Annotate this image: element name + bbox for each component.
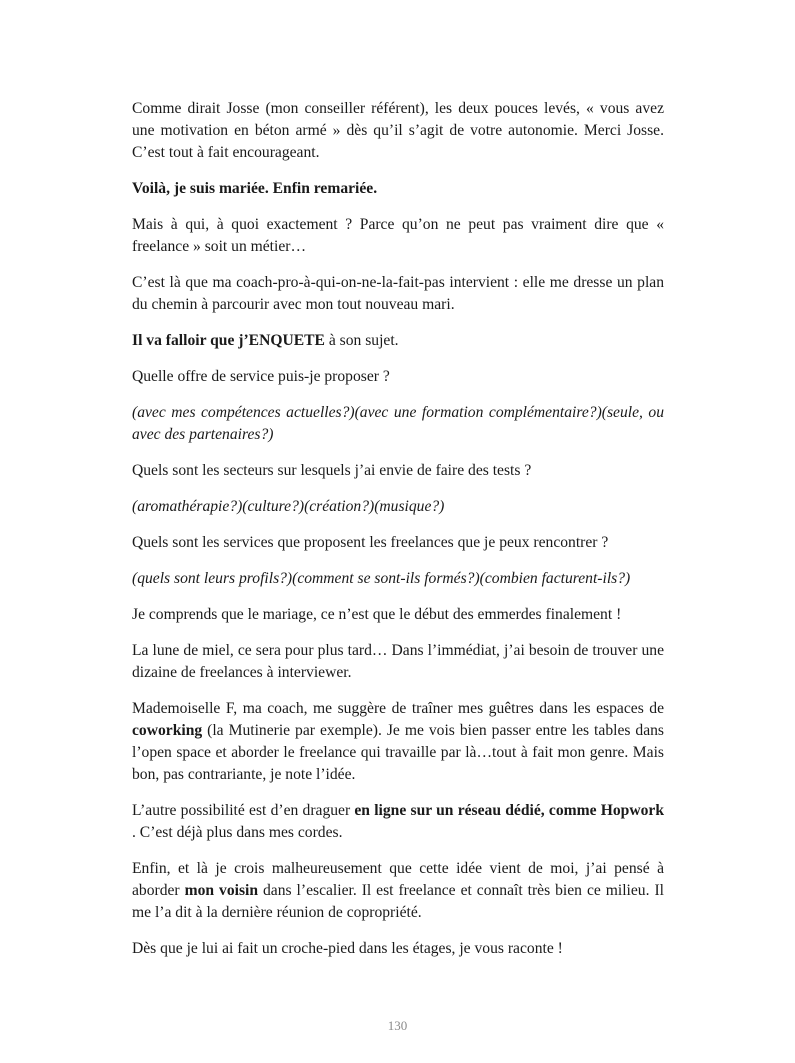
paragraph-16: Enfin, et là je crois malheureusement que cette idée vient de moi, j’ai pensé à aborder mon voisin dans l’escalier. Il est freelance et connaît très bien ce milieu. Il me l’a dit à la dernière réunion de copropriété. [132, 860, 664, 921]
paragraph-7: (avec mes compétences actuelles?)(avec une formation complémentaire?)(seule, ou avec des partenaires?) [132, 404, 664, 443]
paragraph-3: Mais à qui, à quoi exactement ? Parce qu’on ne peut pas vraiment dire que « freelance » soit un métier… [132, 216, 664, 255]
paragraph-10: Quels sont les services que proposent les freelances que je peux rencontrer ? [132, 534, 609, 551]
paragraph-4: C’est là que ma coach-pro-à-qui-on-ne-la-fait-pas intervient : elle me dresse un plan du chemin à parcourir avec mon tout nouveau mari. [132, 274, 664, 313]
paragraph-6: Quelle offre de service puis-je proposer ? [132, 368, 390, 385]
paragraph-12: Je comprends que le mariage, ce n’est que le début des emmerdes finalement ! [132, 606, 622, 623]
paragraph-2: Voilà, je suis mariée. Enfin remariée. [132, 180, 378, 197]
page-number: 130 [387, 1018, 408, 1033]
paragraph-14: Mademoiselle F, ma coach, me suggère de traîner mes guêtres dans les espaces de coworking (la Mutinerie par exemple). Je me vois bien passer entre les tables dans l’open space et aborder le freelance qui travaille par là…tout à fait mon genre. Mais bon, pas contrariante, je note l’idée. [132, 700, 664, 783]
paragraph-9: (aromathérapie?)(culture?)(création?)(musique?) [132, 498, 445, 515]
paragraph-13: La lune de miel, ce sera pour plus tard… Dans l’immédiat, j’ai besoin de trouver une dizaine de freelances à interviewer. [132, 642, 664, 681]
paragraph-8: Quels sont les secteurs sur lesquels j’ai envie de faire des tests ? [132, 462, 532, 479]
paragraph-5: Il va falloir que j’ENQUETE à son sujet. [132, 332, 399, 349]
paragraph-11: (quels sont leurs profils?)(comment se sont-ils formés?)(combien facturent-ils?) [132, 570, 631, 587]
paragraph-1: Comme dirait Josse (mon conseiller référent), les deux pouces levés, « vous avez une motivation en béton armé » dès qu’il s’agit de votre autonomie. Merci Josse. C’est tout à fait encourageant. [132, 100, 664, 161]
paragraph-17: Dès que je lui ai fait un croche-pied dans les étages, je vous raconte ! [132, 940, 563, 957]
paragraph-15: L’autre possibilité est d’en draguer en ligne sur un réseau dédié, comme Hopwork . C’est déjà plus dans mes cordes. [132, 802, 664, 841]
document-body [132, 98, 664, 974]
